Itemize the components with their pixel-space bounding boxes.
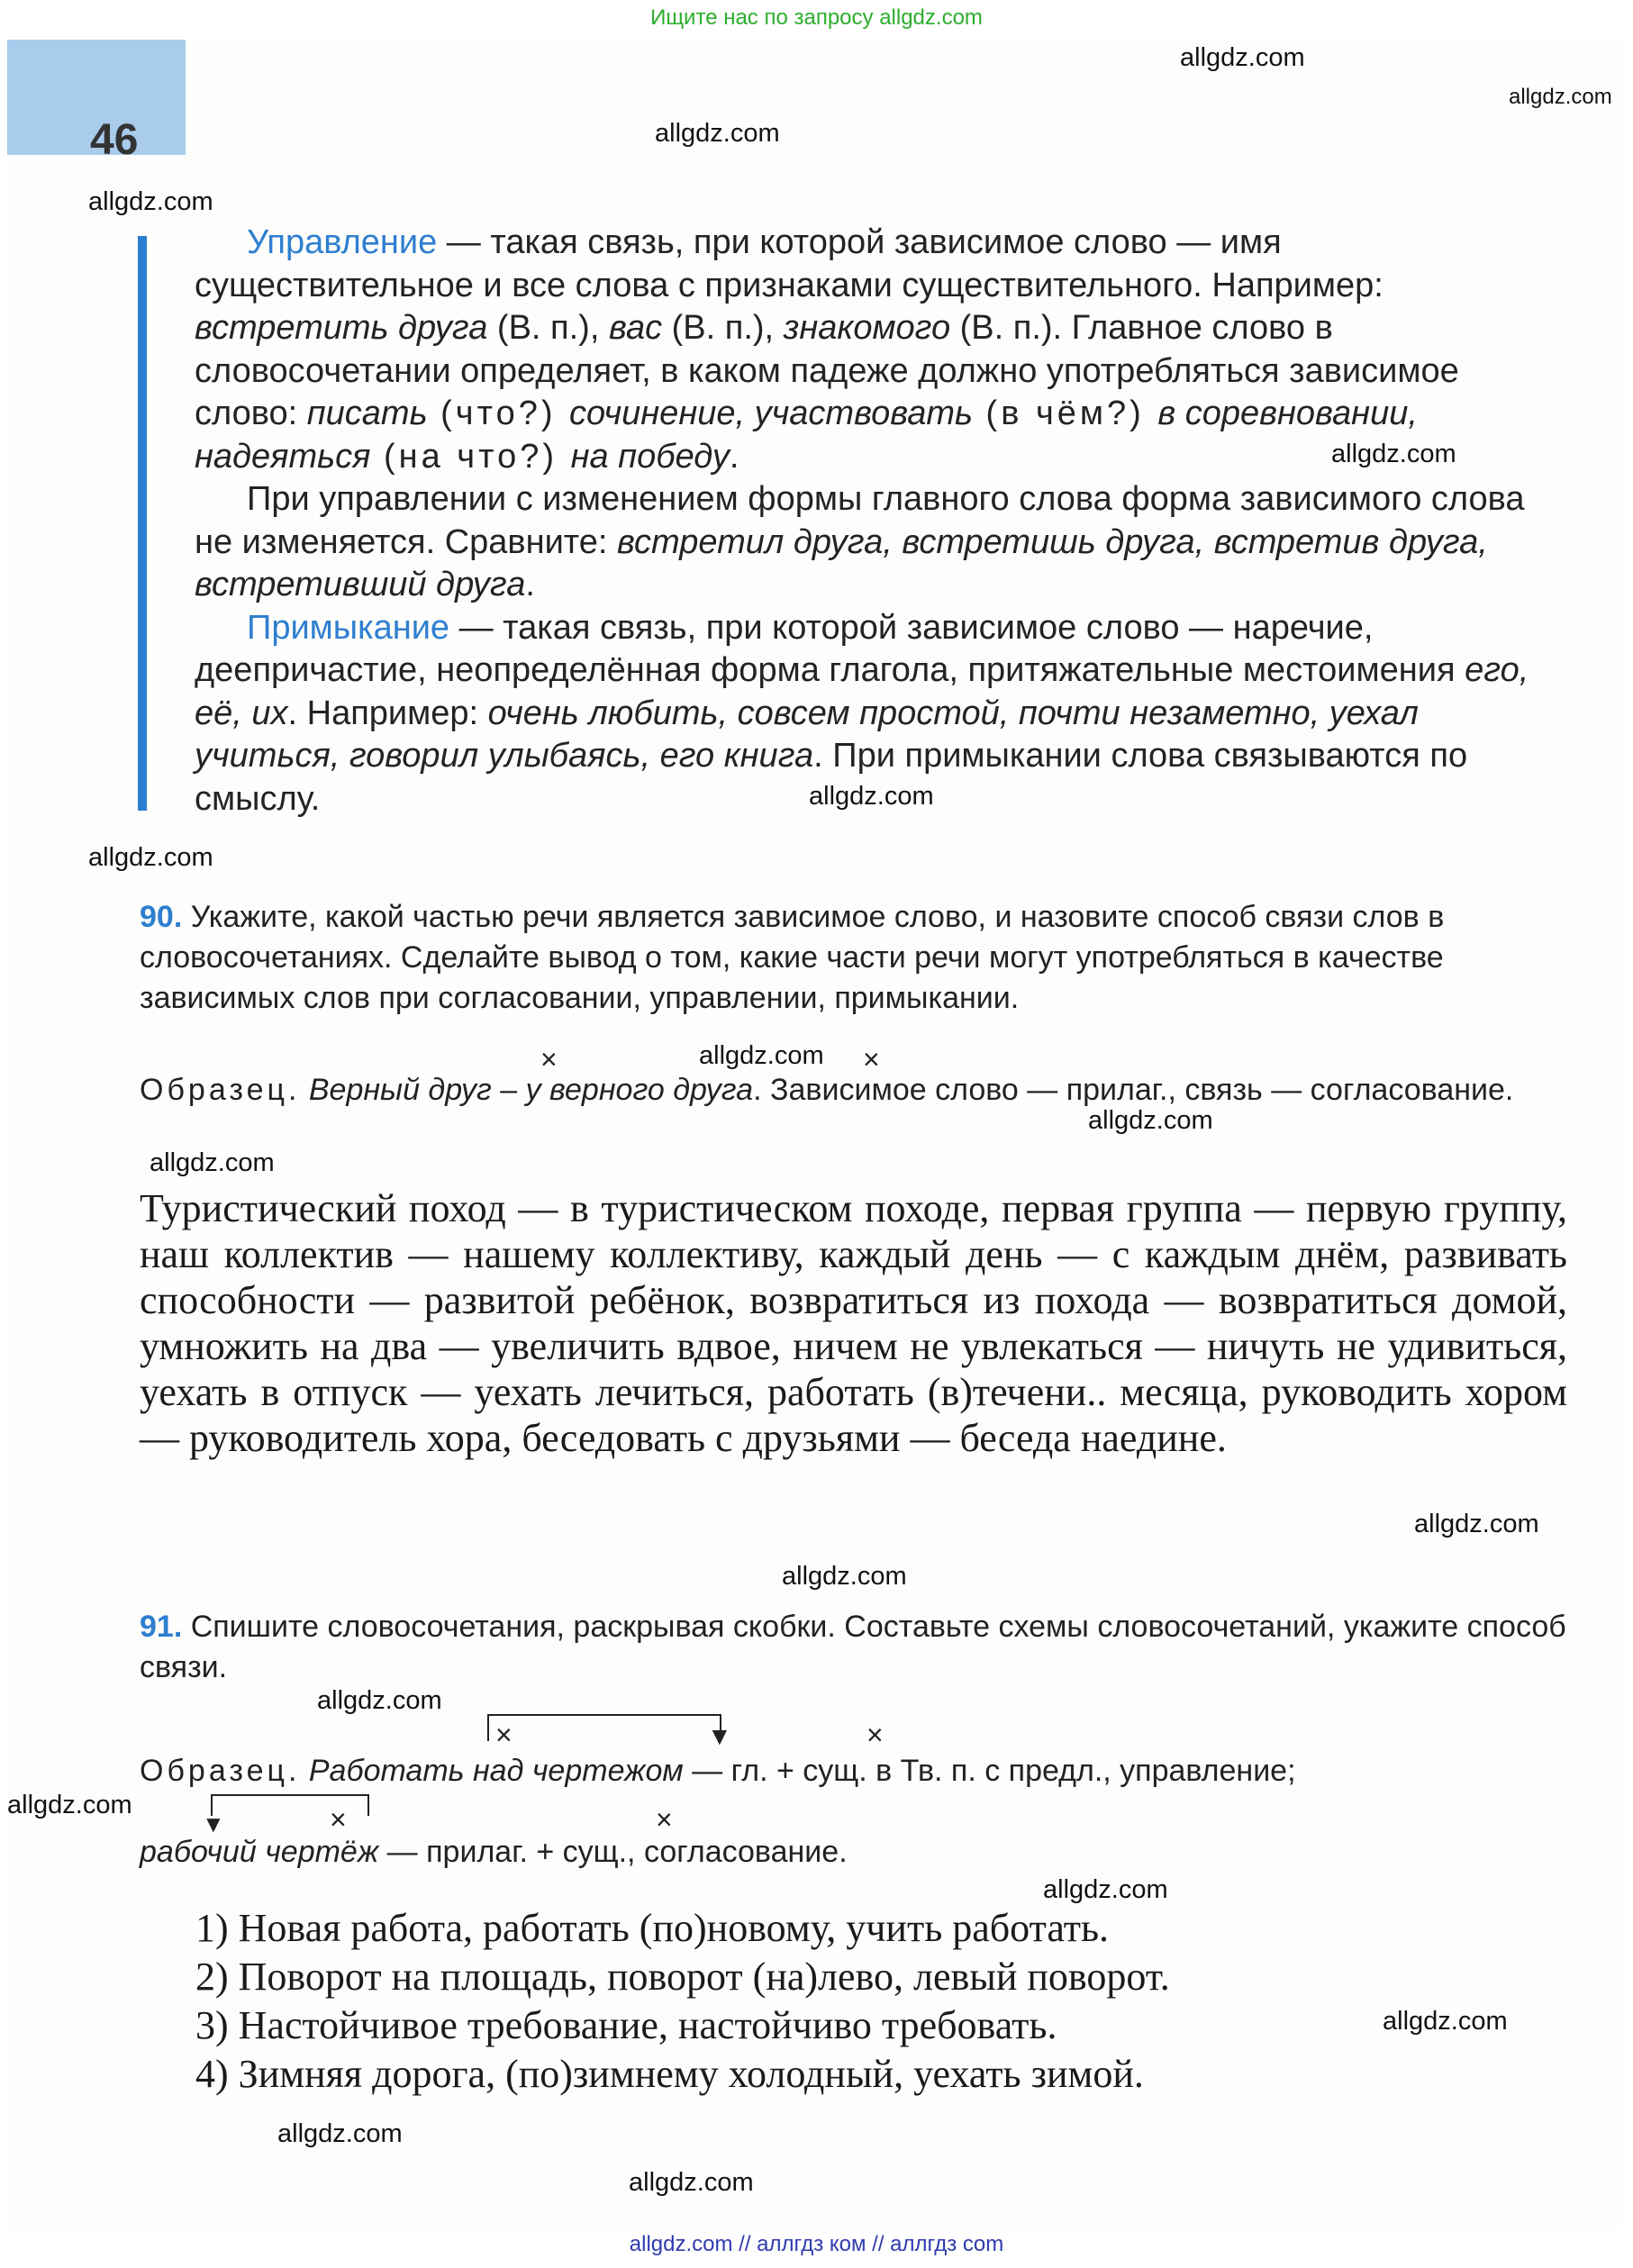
sample-example: Работать над чертежом: [300, 1754, 684, 1788]
bottom-banner[interactable]: allgdz.com // аллгдз ком // аллгдз com: [629, 2232, 1004, 2256]
rule-example: очень любить, совсем простой, почти незаметно, уехал учиться, говорил улыбаясь, его книга: [195, 694, 1419, 775]
sample-text: — прилаг. + сущ., согласование.: [378, 1835, 848, 1869]
cross-mark: ×: [495, 1719, 513, 1751]
rule-paragraph-management: [195, 222, 1567, 478]
arrow-down-icon: ▼: [202, 1810, 225, 1837]
rule-text: .: [729, 437, 739, 476]
watermark: allgdz.com: [629, 2168, 754, 2197]
rule-example: его, её, их: [195, 651, 1529, 732]
exercise-90-sample: [140, 1070, 1567, 1111]
scheme-bracket: [487, 1714, 721, 1741]
watermark: allgdz.com: [699, 1041, 824, 1070]
rule-text: .: [525, 566, 535, 603]
sample-example: Верный друг – у верного друга: [300, 1073, 754, 1107]
exercise-number: 91.: [140, 1610, 183, 1644]
term-adjoining: Примыкание: [247, 608, 450, 647]
watermark: allgdz.com: [7, 1791, 132, 1819]
page-number: 46: [90, 116, 139, 164]
list-item: 2) Поворот на площадь, поворот (на)лево, левый поворот.: [195, 1955, 1170, 1999]
exercise-90-task: [140, 897, 1567, 1019]
arrow-down-icon: ▼: [707, 1722, 732, 1750]
sample-example: рабочий чертёж: [140, 1835, 379, 1869]
watermark: allgdz.com: [1383, 2007, 1508, 2036]
rule-example: знакомого: [783, 309, 951, 347]
rule-side-bar: [138, 236, 147, 811]
rule-question: (что?): [427, 395, 570, 432]
watermark: allgdz.com: [150, 1148, 275, 1177]
watermark: allgdz.com: [88, 187, 213, 216]
cross-mark: ×: [656, 1803, 673, 1836]
watermark: allgdz.com: [1509, 85, 1612, 109]
term-management: Управление: [247, 223, 438, 261]
rule-box: [195, 222, 1567, 821]
cross-mark: ×: [866, 1719, 884, 1751]
watermark: allgdz.com: [88, 843, 213, 872]
rule-example: встретил друга, встретишь друга, встретив друга, встретивший друга: [195, 522, 1488, 603]
watermark: allgdz.com: [1043, 1875, 1168, 1904]
watermark: allgdz.com: [317, 1686, 442, 1715]
list-item: 3) Настойчивое требование, настойчиво требовать.: [195, 2003, 1057, 2047]
list-item: 4) Зимняя дорога, (по)зимнему холодный, уехать зимой.: [195, 2052, 1144, 2096]
watermark: allgdz.com: [1180, 43, 1305, 72]
rule-question: (на что?): [370, 437, 571, 476]
rule-example: писать: [306, 395, 428, 432]
rule-text: . Например:: [287, 694, 488, 732]
rule-text: . При примыкании слова связываются по смыслу.: [195, 737, 1468, 818]
rule-example: встретить друга: [195, 309, 488, 347]
watermark: allgdz.com: [782, 1562, 907, 1591]
watermark: allgdz.com: [1088, 1106, 1213, 1135]
sample-label: Образец.: [140, 1073, 301, 1107]
sample-text: — гл. + сущ. в Тв. п. с предл., управление;: [683, 1754, 1296, 1788]
rule-text: — такая связь, при которой зависимое слово — наречие, деепричастие, неопределённая форма глагола, притяжательные местоимения: [195, 608, 1465, 689]
watermark: allgdz.com: [277, 2119, 403, 2148]
watermark: allgdz.com: [655, 119, 780, 148]
top-banner[interactable]: Ищите нас по запросу allgdz.com: [650, 5, 983, 30]
rule-text: (В. п.),: [487, 309, 609, 347]
exercise-91-list: [195, 1904, 1547, 2099]
watermark: allgdz.com: [1331, 440, 1456, 468]
exercise-task-text: Укажите, какой частью речи является зависимое слово, и назовите способ связи слов в словосочетаниях. Сделайте вывод о том, какие части речи могут употребляться в качестве зависимых слов при согласовании, управлении, примыкании.: [140, 900, 1445, 1015]
exercise-number: 90.: [140, 900, 183, 934]
watermark: allgdz.com: [1414, 1510, 1539, 1538]
rule-text: При управлении с изменением формы главного слова форма зависимого слова не изменяется. Сравните:: [195, 480, 1525, 561]
cross-mark: ×: [863, 1043, 880, 1075]
exercise-90-phrases: Туристический поход — в туристическом походе, первая группа — первую группу, наш коллектив — нашему коллективу, каждый день — с каждым днём, развивать способности — развитой ребёнок, возвратиться из похода — возвратиться домой, умножить на два — увеличить вдвое, ничем не увлекаться — ничуть не удивиться, уехать в отпуск — уехать лечиться, работать (в)течени.. месяца, руководить хором — руководитель хора, беседовать с друзьями — беседа наедине.: [140, 1186, 1567, 1460]
rule-text: — такая связь, при которой зависимое слово — имя существительное и все слова с признаками существительного. Например:: [195, 223, 1384, 304]
sample-text: . Зависимое слово — прилаг., связь — согласование.: [753, 1073, 1514, 1107]
rule-example: в соревновании, надеяться: [195, 395, 1418, 476]
rule-example: сочинение, участвовать: [569, 395, 973, 432]
cross-mark: ×: [540, 1043, 558, 1075]
exercise-91-task: [140, 1607, 1567, 1688]
exercise-task-text: Спишите словосочетания, раскрывая скобки. Составьте схемы словосочетаний, укажите способ связи.: [140, 1610, 1566, 1684]
sample-label: Образец.: [140, 1754, 301, 1788]
list-item: 1) Новая работа, работать (по)новому, учить работать.: [195, 1906, 1110, 1950]
exercise-91-sample-2: [140, 1832, 1567, 1873]
watermark: allgdz.com: [809, 782, 934, 811]
rule-example: вас: [608, 309, 663, 347]
rule-text: (В. п.),: [662, 309, 784, 347]
rule-example: на победу: [570, 437, 730, 476]
cross-mark: ×: [330, 1803, 347, 1836]
rule-text: (В. п.). Главное слово в словосочетании определяет, в каком падеже должно употребляться зависимое слово:: [195, 309, 1459, 432]
rule-paragraph-form: [195, 478, 1567, 607]
rule-question: (в чём?): [972, 395, 1158, 432]
rule-paragraph-adjoining: [195, 607, 1567, 821]
exercise-91-sample-1: [140, 1751, 1567, 1792]
